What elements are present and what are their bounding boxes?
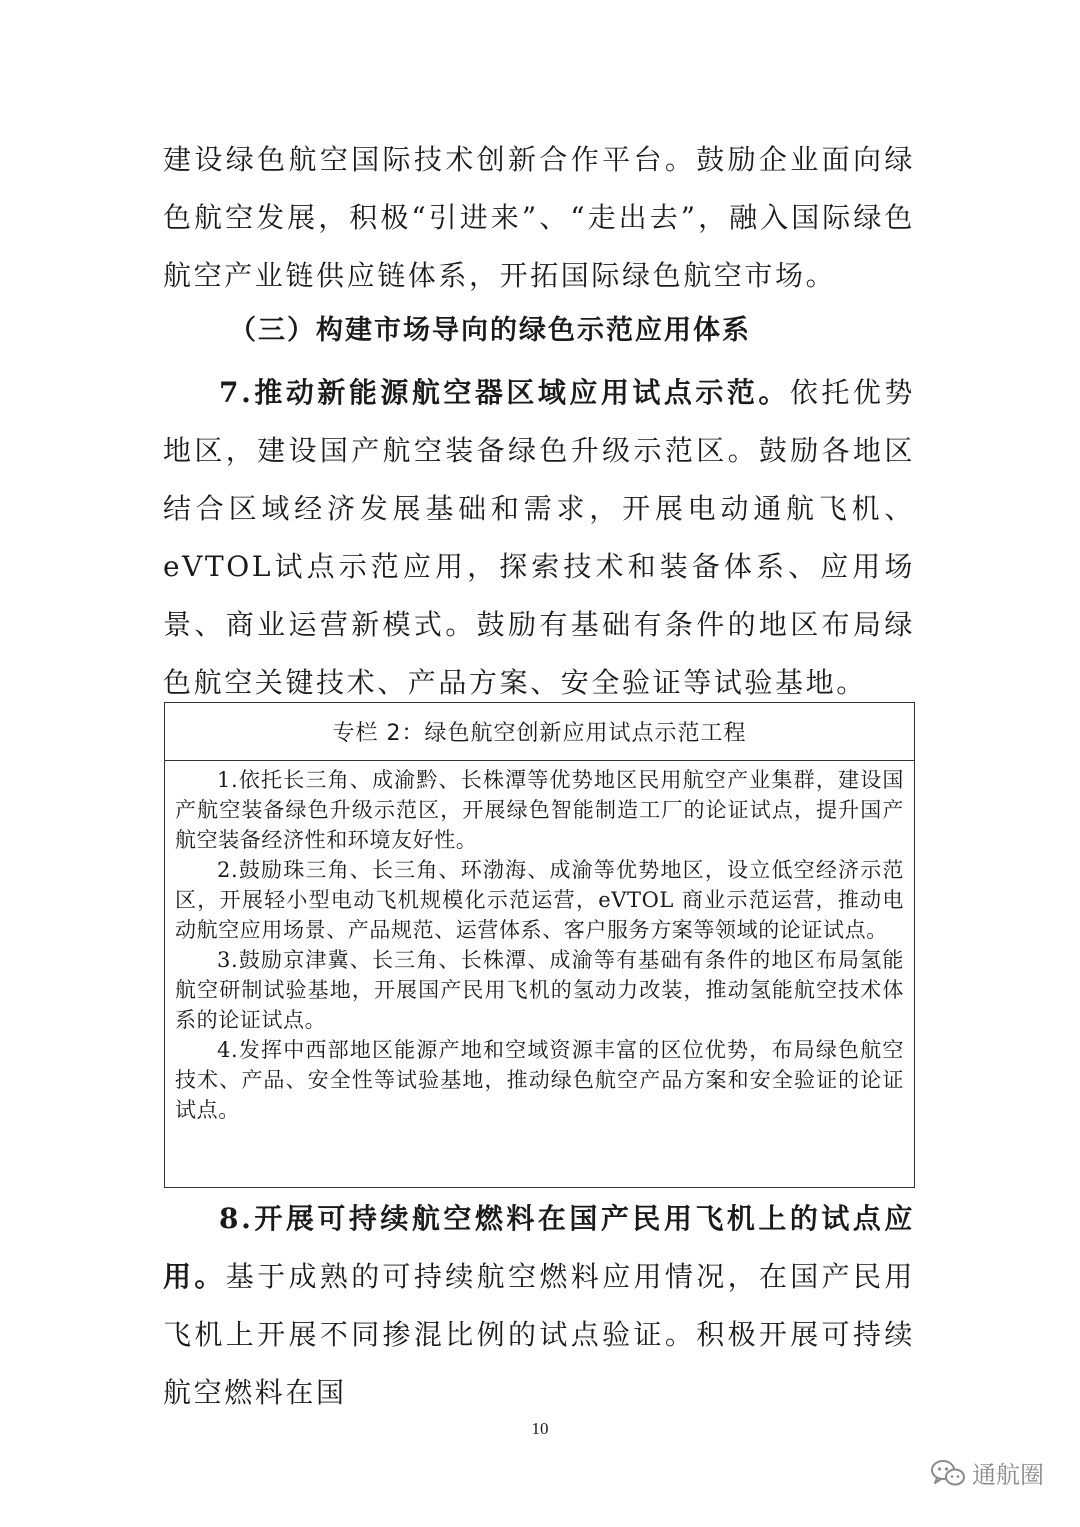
- column-item-4: 4.发挥中西部地区能源产地和空域资源丰富的区位优势，布局绿色航空技术、产品、安全性等试验基地，推动绿色航空产品方案和安全验证的论证试点。: [175, 1038, 904, 1122]
- column-item-2: 2.鼓励珠三角、长三角、环渤海、成渝等优势地区，设立低空经济示范区，开展轻小型电动飞机规模化示范运营，eVTOL 商业示范运营，推动电动航空应用场景、产品规范、运营体系、客户服务方案等领域的论证试点。: [175, 858, 904, 942]
- item-7-body: 依托优势地区，建设国产航空装备绿色升级示范区。鼓励各地区结合区域经济发展基础和需求，开展电动通航飞机、eVTOL试点示范应用，探索技术和装备体系、应用场景、商业运营新模式。鼓励有基础有条件的地区布局绿色航空关键技术、产品方案、安全验证等试验基地。: [163, 376, 915, 699]
- item-8-body: 基于成熟的可持续航空燃料应用情况，在国产民用飞机上开展不同掺混比例的试点验证。积极开展可持续航空燃料在国: [163, 1260, 916, 1409]
- item-8-title: 8.开展可持续航空燃料在国产民用飞机上的试点应用。: [163, 1202, 915, 1293]
- paragraph-item-8: [163, 1190, 915, 1422]
- watermark-text: 通航圈: [972, 1461, 1044, 1489]
- page-number: 10: [531, 1419, 549, 1438]
- paragraph-item-7: [163, 364, 915, 712]
- section-heading: （三）构建市场导向的绿色示范应用体系: [229, 315, 751, 346]
- watermark: [930, 1455, 1044, 1490]
- column-item-1: 1.依托长三角、成渝黔、长株潭等优势地区民用航空产业集群，建设国产航空装备绿色升级示范区，开展绿色智能制造工厂的论证试点，提升国产航空装备经济性和环境友好性。: [175, 768, 904, 852]
- column-box: [164, 702, 915, 1188]
- item-7-title: 7.推动新能源航空器区域应用试点示范。: [219, 376, 790, 409]
- column-item-3: 3.鼓励京津冀、长三角、长株潭、成渝等有基础有条件的地区布局氢能航空研制试验基地，开展国产民用飞机的氢动力改装，推动氢能航空技术体系的论证试点。: [175, 948, 904, 1032]
- wechat-icon: [930, 1458, 966, 1488]
- paragraph-intro: 建设绿色航空国际技术创新合作平台。鼓励企业面向绿色航空发展，积极“引进来”、“走出去”，融入国际绿色航空产业链供应链体系，开拓国际绿色航空市场。: [163, 143, 915, 292]
- column-box-title: 专栏 2：绿色航空创新应用试点示范工程: [165, 703, 914, 761]
- column-box-body: [165, 761, 914, 1125]
